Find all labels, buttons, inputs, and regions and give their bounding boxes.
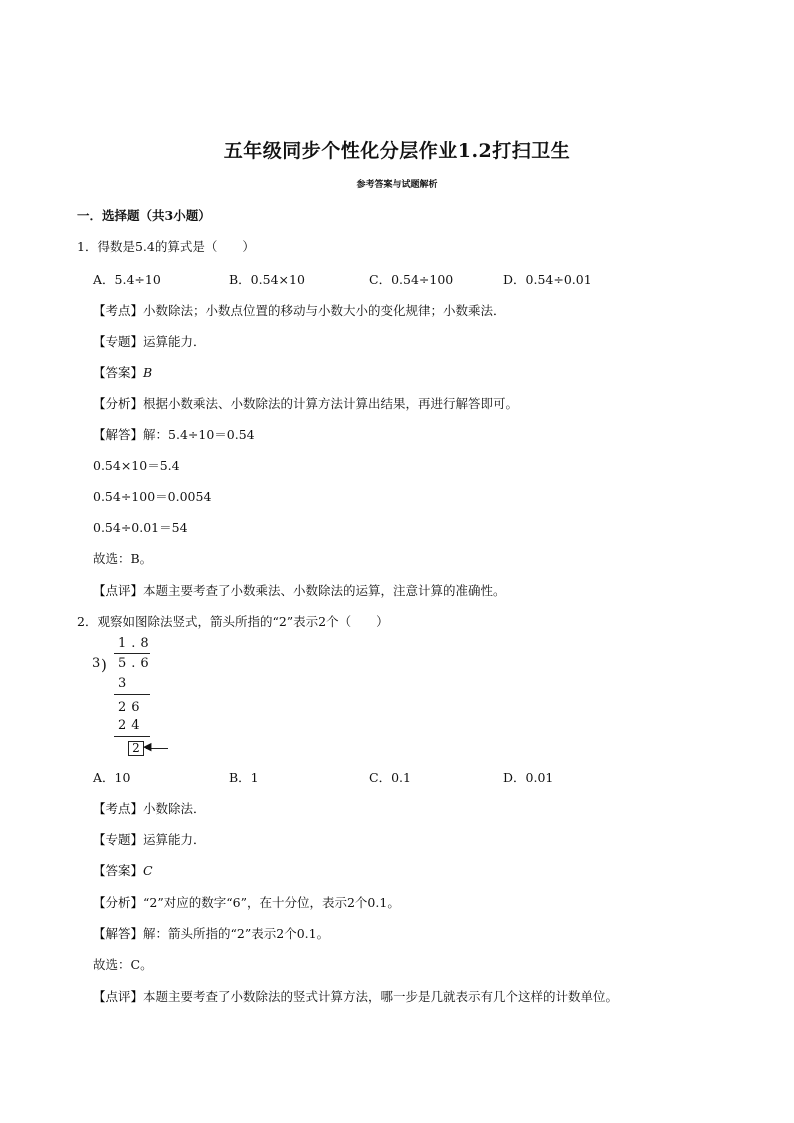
q1-dianping bbox=[93, 581, 506, 599]
q1-answer-tag: 【答案】 bbox=[93, 365, 144, 380]
division-quotient: 1.8 bbox=[118, 636, 154, 651]
q2-fenxi-tag: 【分析】 bbox=[93, 895, 144, 910]
q2-fenxi bbox=[93, 893, 400, 911]
q1-zhuanti bbox=[93, 332, 206, 350]
q2-zhuanti bbox=[93, 830, 206, 848]
section-heading: 一．选择题（共3小题） bbox=[77, 208, 211, 223]
q2-answer-text: C bbox=[143, 863, 153, 878]
q1-fenxi-text: 根据小数乘法、小数除法的计算方法计算出结果，再进行解答即可。 bbox=[143, 396, 519, 411]
q1-jieda-text: 解：5.4÷10＝0.54 bbox=[143, 427, 255, 442]
q1-answer-text: B bbox=[143, 365, 153, 380]
q2-option-b: B．1 bbox=[229, 770, 259, 785]
q1-jieda bbox=[93, 425, 255, 443]
division-dividend: 5.6 bbox=[118, 656, 154, 671]
q1-answer bbox=[93, 363, 152, 381]
q1-option-a: A．5.4÷10 bbox=[93, 272, 161, 287]
q1-kaodian bbox=[93, 301, 506, 319]
division-step-1: 3 bbox=[118, 676, 132, 691]
division-divisor: 3 bbox=[92, 656, 101, 671]
division-remainder-box: 2 bbox=[128, 741, 144, 756]
q1-zhuanti-tag: 【专题】 bbox=[93, 334, 144, 349]
q1-zhuanti-text: 运算能力． bbox=[143, 334, 206, 349]
q1-calc-line-3: 0.54÷0.01＝54 bbox=[93, 520, 188, 535]
q2-option-d: D．0.01 bbox=[503, 770, 554, 785]
long-division-figure bbox=[90, 636, 180, 760]
q2-zhuanti-text: 运算能力． bbox=[143, 832, 206, 847]
q2-jieda-text: 解：箭头所指的“2”表示2个0.1。 bbox=[143, 926, 330, 941]
document-subtitle: 参考答案与试题解析 bbox=[356, 180, 438, 190]
arrow-left-icon: ◀ bbox=[143, 740, 152, 753]
q1-guxuan: 故选：B。 bbox=[93, 551, 153, 566]
q1-dianping-tag: 【点评】 bbox=[93, 583, 144, 598]
division-line-2 bbox=[114, 736, 150, 737]
q1-dianping-text: 本题主要考查了小数乘法、小数除法的运算，注意计算的准确性。 bbox=[143, 583, 506, 598]
question-1-stem: 1．得数是5.4的算式是（ ） bbox=[77, 239, 255, 254]
question-2-stem: 2．观察如图除法竖式，箭头所指的“2”表示2个（ ） bbox=[77, 614, 389, 629]
q1-calc-line-2: 0.54÷100＝0.0054 bbox=[93, 489, 212, 504]
q2-guxuan: 故选：C。 bbox=[93, 957, 153, 972]
q1-fenxi-tag: 【分析】 bbox=[93, 396, 144, 411]
q2-jieda bbox=[93, 924, 329, 942]
q2-fenxi-text: “2”对应的数字“6”，在十分位，表示2个0.1。 bbox=[143, 895, 400, 910]
q2-jieda-tag: 【解答】 bbox=[93, 926, 144, 941]
division-step-2: 26 bbox=[118, 700, 145, 715]
q2-dianping bbox=[93, 987, 618, 1005]
q2-option-c: C．0.1 bbox=[369, 770, 411, 785]
q2-answer bbox=[93, 861, 153, 879]
division-line-1 bbox=[114, 694, 150, 695]
q1-option-b: B．0.54×10 bbox=[229, 272, 305, 287]
document-title: 五年级同步个性化分层作业1.2打扫卫生 bbox=[223, 140, 571, 162]
q1-fenxi bbox=[93, 394, 518, 412]
q1-kaodian-tag: 【考点】 bbox=[93, 303, 144, 318]
q1-option-d: D．0.54÷0.01 bbox=[503, 272, 592, 287]
q2-kaodian-text: 小数除法． bbox=[143, 801, 206, 816]
q2-answer-tag: 【答案】 bbox=[93, 863, 144, 878]
q1-option-c: C．0.54÷100 bbox=[369, 272, 454, 287]
q2-dianping-text: 本题主要考查了小数除法的竖式计算方法，哪一步是几就表示有几个这样的计数单位。 bbox=[143, 989, 619, 1004]
q2-kaodian-tag: 【考点】 bbox=[93, 801, 144, 816]
division-bracket-icon: ) bbox=[101, 656, 107, 674]
q1-jieda-tag: 【解答】 bbox=[93, 427, 144, 442]
division-step-3: 24 bbox=[118, 718, 145, 733]
q1-calc-line-1: 0.54×10＝5.4 bbox=[93, 458, 180, 473]
q2-kaodian bbox=[93, 799, 206, 817]
q2-option-a: A．10 bbox=[93, 770, 131, 785]
q1-kaodian-text: 小数除法；小数点位置的移动与小数大小的变化规律；小数乘法． bbox=[143, 303, 506, 318]
q2-zhuanti-tag: 【专题】 bbox=[93, 832, 144, 847]
division-bracket-top bbox=[114, 653, 150, 654]
q2-dianping-tag: 【点评】 bbox=[93, 989, 144, 1004]
